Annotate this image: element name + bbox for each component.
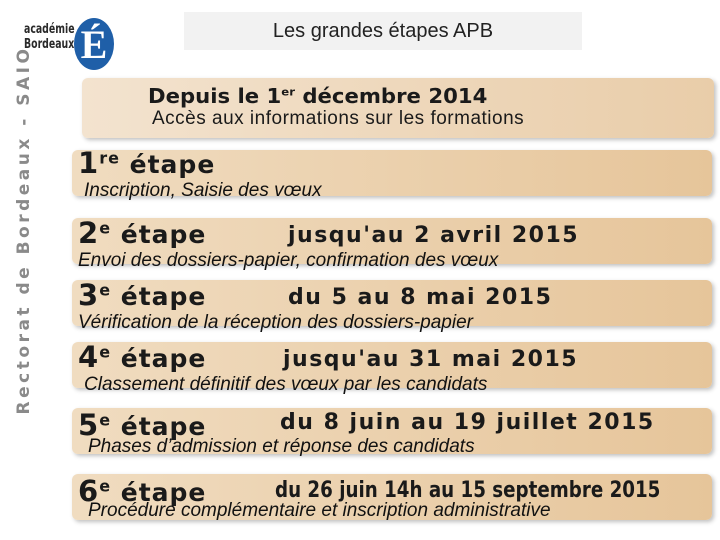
step-5-date: du 8 juin au 19 juillet 2015 [280, 410, 655, 435]
logo-line-2: Bordeaux [24, 37, 75, 52]
step-1-sup: re [99, 148, 120, 168]
step-3-date: du 5 au 8 mai 2015 [288, 285, 553, 310]
step-1-word: étape [119, 150, 216, 179]
step-2-date: jusqu'au 2 avril 2015 [288, 223, 580, 248]
step-2-description: Envoi des dossiers-papier, confirmation des vœux [78, 250, 499, 271]
side-vertical-text: Rectorat de Bordeaux - SAIO [14, 45, 34, 415]
step-2-sup: e [99, 218, 112, 238]
logo-e-mark: É [74, 18, 114, 70]
step-1-number: 1 [78, 146, 100, 180]
step-3-sup: e [99, 280, 112, 300]
step-6-sup: e [99, 476, 112, 496]
step-4-sup: e [99, 342, 112, 362]
step-3-description: Vérification de la réception des dossiers-papier [78, 312, 473, 333]
step-2-word: étape [111, 220, 207, 249]
step-5-description: Phases d’admission et réponse des candidats [88, 436, 475, 457]
banner-subtitle: Accès aux informations sur les formations [152, 108, 525, 129]
step-2-label [78, 216, 206, 250]
step-4-description: Classement définitif des vœux par les candidats [84, 374, 488, 395]
step-2-number: 2 [78, 216, 100, 250]
banner-title-post: décembre 2014 [294, 84, 488, 108]
step-4-date: jusqu'au 31 mai 2015 [283, 347, 579, 372]
step-6-number: 6 [78, 474, 100, 508]
step-3-word: étape [111, 282, 207, 311]
step-4-label [78, 340, 206, 374]
step-3-label [78, 278, 206, 312]
step-6-date: du 26 juin 14h au 15 septembre 2015 [275, 478, 661, 503]
step-4-word: étape [111, 344, 207, 373]
step-5-number: 5 [78, 408, 100, 442]
step-5-word: étape [111, 412, 207, 441]
page-title: Les grandes étapes APB [184, 12, 582, 50]
logo-line-1: académie [24, 22, 75, 37]
step-6-description: Procédure complémentaire et inscription administrative [88, 500, 551, 521]
step-1-label [78, 146, 215, 180]
step-4-number: 4 [78, 340, 100, 374]
banner-title [148, 84, 678, 108]
banner-title-sup: er [281, 85, 295, 99]
step-3-number: 3 [78, 278, 100, 312]
banner-title-pre: Depuis le 1 [148, 84, 282, 108]
step-6-word: étape [111, 478, 207, 507]
step-1-description: Inscription, Saisie des vœux [84, 180, 322, 201]
step-5-sup: e [99, 410, 112, 430]
